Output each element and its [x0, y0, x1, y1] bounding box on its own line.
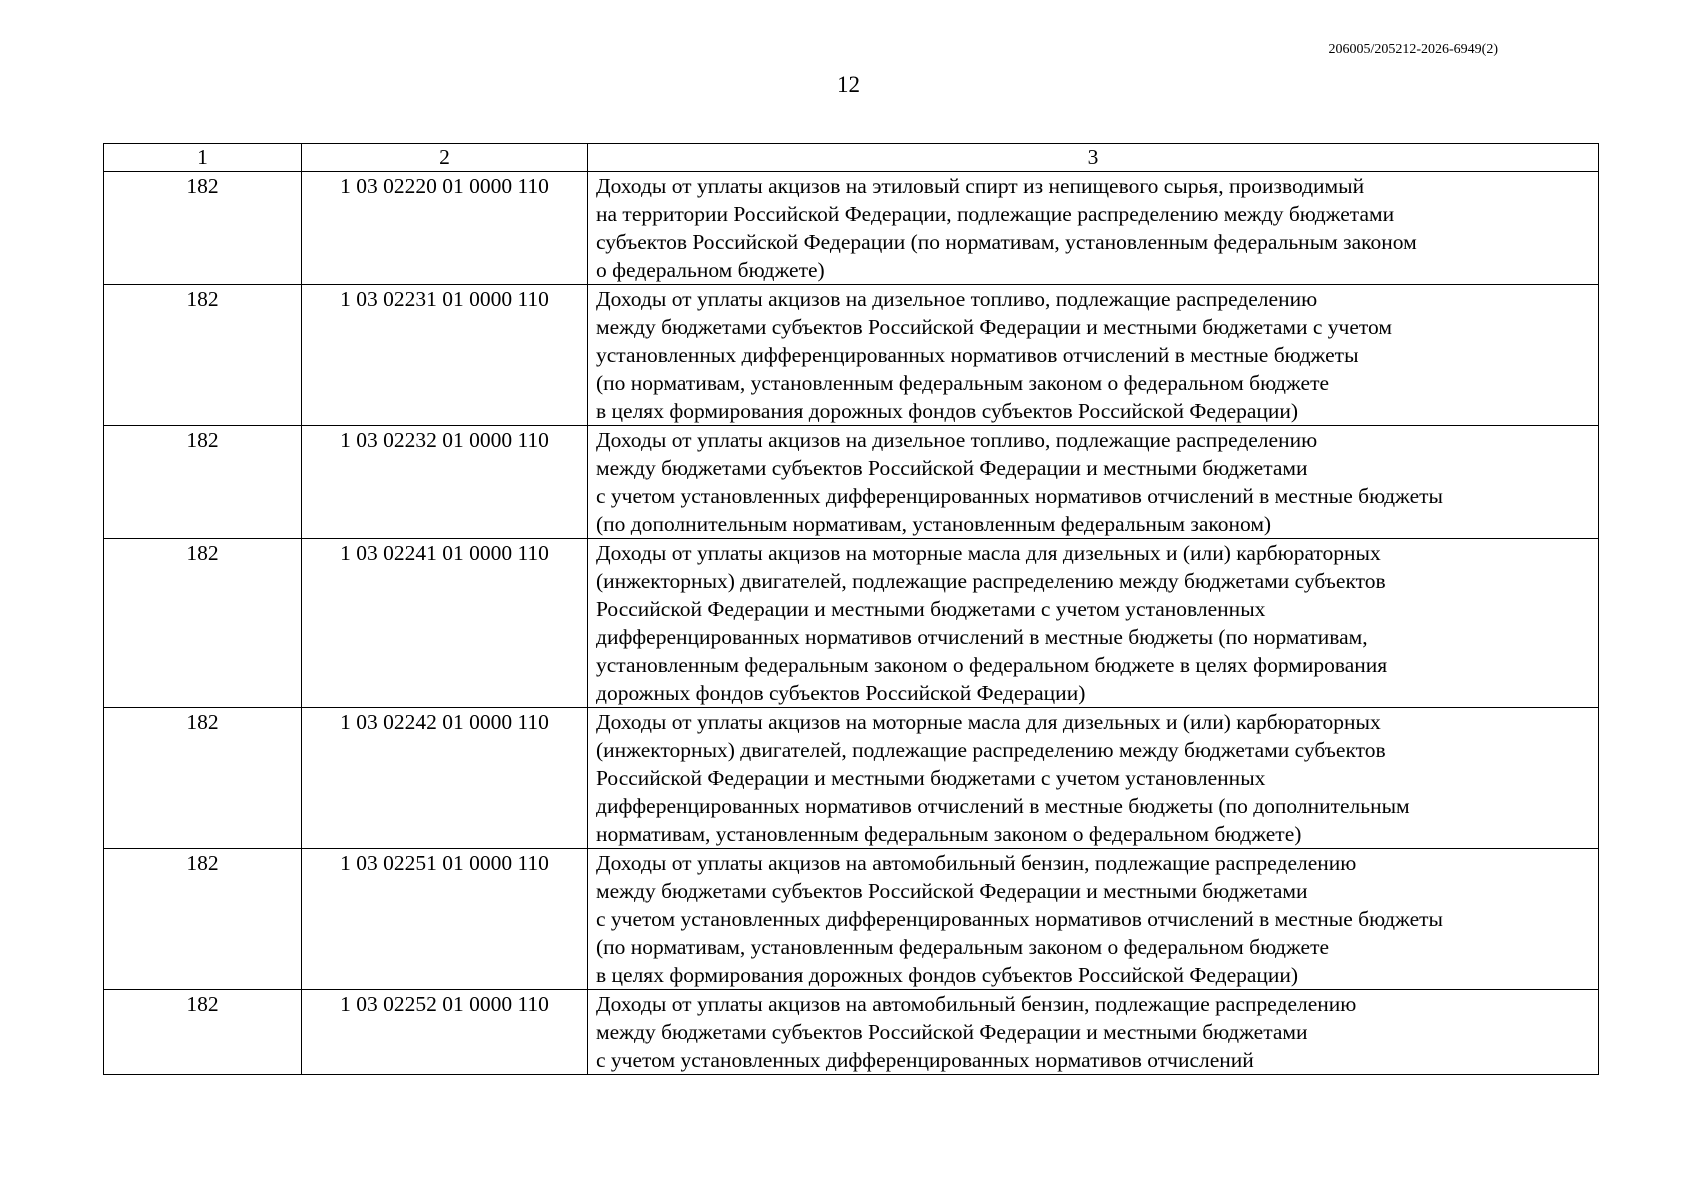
administrator-code-cell: 182	[104, 172, 302, 285]
description-line: Доходы от уплаты акцизов на этиловый спирт из непищевого сырья, производимый	[596, 174, 1365, 198]
revenue-description-cell	[588, 172, 1599, 285]
page-number: 12	[837, 72, 860, 97]
description-line: (по нормативам, установленным федеральным законом о федеральном бюджете	[596, 371, 1330, 395]
administrator-code-cell: 182	[104, 990, 302, 1075]
table-row	[104, 539, 1599, 708]
administrator-code-cell: 182	[104, 426, 302, 539]
table-row	[104, 172, 1599, 285]
revenue-description-cell	[588, 426, 1599, 539]
budget-classification-code-cell: 1 03 02252 01 0000 110	[302, 990, 588, 1075]
administrator-code-cell: 182	[104, 708, 302, 849]
budget-classification-code-cell: 1 03 02231 01 0000 110	[302, 285, 588, 426]
description-line: Доходы от уплаты акцизов на дизельное топливо, подлежащие распределению	[596, 428, 1318, 452]
budget-classification-code-cell: 1 03 02232 01 0000 110	[302, 426, 588, 539]
table-row	[104, 708, 1599, 849]
description-line: с учетом установленных дифференцированных нормативов отчислений в местные бюджеты	[596, 907, 1443, 931]
description-line: дорожных фондов субъектов Российской Федерации)	[596, 681, 1086, 705]
description-line: с учетом установленных дифференцированных нормативов отчислений в местные бюджеты	[596, 484, 1443, 508]
administrator-code-cell: 182	[104, 539, 302, 708]
description-line: нормативам, установленным федеральным законом о федеральном бюджете)	[596, 822, 1302, 846]
description-line: Доходы от уплаты акцизов на моторные масла для дизельных и (или) карбюраторных	[596, 541, 1381, 565]
description-line: (по дополнительным нормативам, установленным федеральным законом)	[596, 512, 1272, 536]
description-line: (по нормативам, установленным федеральным законом о федеральном бюджете	[596, 935, 1330, 959]
table-row	[104, 990, 1599, 1075]
budget-classification-code-cell: 1 03 02242 01 0000 110	[302, 708, 588, 849]
description-line: в целях формирования дорожных фондов субъектов Российской Федерации)	[596, 399, 1299, 423]
description-line: между бюджетами субъектов Российской Федерации и местными бюджетами	[596, 879, 1308, 903]
description-line: Доходы от уплаты акцизов на моторные масла для дизельных и (или) карбюраторных	[596, 710, 1381, 734]
table-row	[104, 426, 1599, 539]
description-line: Доходы от уплаты акцизов на дизельное топливо, подлежащие распределению	[596, 287, 1318, 311]
description-line: установленных дифференцированных нормативов отчислений в местные бюджеты	[596, 343, 1359, 367]
budget-classification-code-cell: 1 03 02251 01 0000 110	[302, 849, 588, 990]
description-line: в целях формирования дорожных фондов субъектов Российской Федерации)	[596, 963, 1299, 987]
description-line: на территории Российской Федерации, подлежащие распределению между бюджетами	[596, 202, 1395, 226]
description-line: (инжекторных) двигателей, подлежащие распределению между бюджетами субъектов	[596, 569, 1386, 593]
description-line: Доходы от уплаты акцизов на автомобильный бензин, подлежащие распределению	[596, 992, 1357, 1016]
administrator-code-cell: 182	[104, 849, 302, 990]
description-line: о федеральном бюджете)	[596, 258, 825, 282]
description-line: Доходы от уплаты акцизов на автомобильный бензин, подлежащие распределению	[596, 851, 1357, 875]
description-line: с учетом установленных дифференцированных нормативов отчислений	[596, 1048, 1254, 1072]
column-number-3: 3	[588, 144, 1599, 172]
description-line: Российской Федерации и местными бюджетами с учетом установленных	[596, 597, 1266, 621]
table-row	[104, 849, 1599, 990]
description-line: (инжекторных) двигателей, подлежащие распределению между бюджетами субъектов	[596, 738, 1386, 762]
revenue-description-cell	[588, 285, 1599, 426]
revenue-description-cell	[588, 708, 1599, 849]
description-line: между бюджетами субъектов Российской Федерации и местными бюджетами	[596, 1020, 1308, 1044]
description-line: дифференцированных нормативов отчислений в местные бюджеты (по дополнительным	[596, 794, 1410, 818]
column-number-1: 1	[104, 144, 302, 172]
revenue-description-cell	[588, 539, 1599, 708]
description-line: между бюджетами субъектов Российской Федерации и местными бюджетами	[596, 456, 1308, 480]
description-line: субъектов Российской Федерации (по нормативам, установленным федеральным законом	[596, 230, 1417, 254]
revenue-codes-table	[103, 143, 1599, 1075]
table-body	[104, 172, 1599, 1075]
description-line: Российской Федерации и местными бюджетами с учетом установленных	[596, 766, 1266, 790]
revenue-description-cell	[588, 990, 1599, 1075]
description-line: дифференцированных нормативов отчислений в местные бюджеты (по нормативам,	[596, 625, 1368, 649]
column-number-row	[104, 144, 1599, 172]
description-line: между бюджетами субъектов Российской Федерации и местными бюджетами с учетом	[596, 315, 1392, 339]
budget-classification-code-cell: 1 03 02220 01 0000 110	[302, 172, 588, 285]
budget-classification-code-cell: 1 03 02241 01 0000 110	[302, 539, 588, 708]
revenue-description-cell	[588, 849, 1599, 990]
column-number-2: 2	[302, 144, 588, 172]
description-line: установленным федеральным законом о федеральном бюджете в целях формирования	[596, 653, 1388, 677]
document-id: 206005/205212-2026-6949(2)	[1328, 42, 1498, 57]
table-row	[104, 285, 1599, 426]
administrator-code-cell: 182	[104, 285, 302, 426]
